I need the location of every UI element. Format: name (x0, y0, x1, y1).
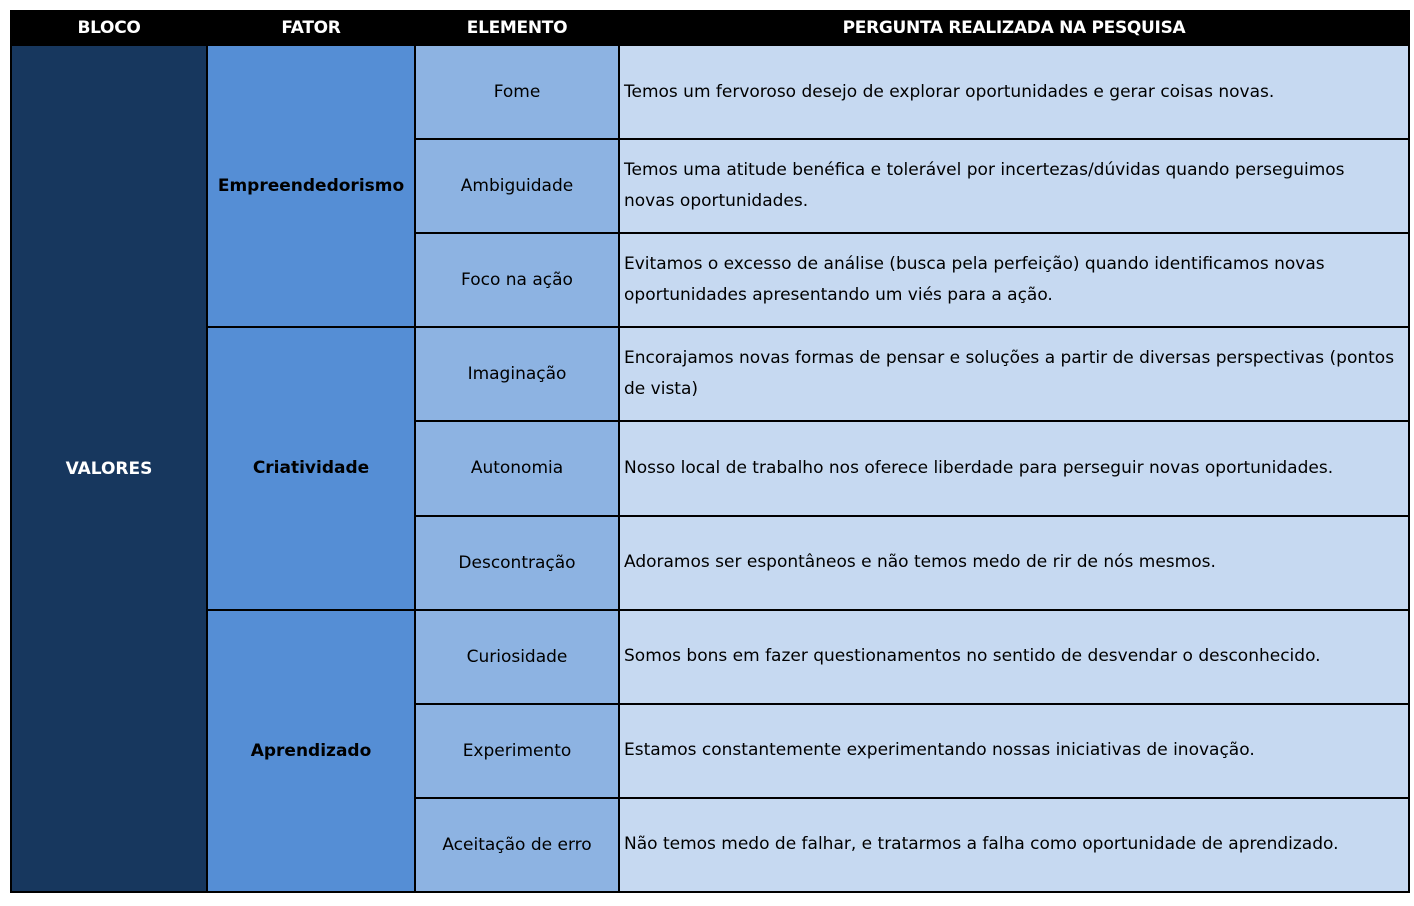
elemento-cell: Ambiguidade (415, 139, 619, 233)
bloco-cell: VALORES (11, 45, 207, 892)
pergunta-text: Encorajamos novas formas de pensar e soluções a partir de diversas perspectivas (pontos de vista) (624, 348, 1395, 400)
pergunta-cell (619, 516, 1409, 610)
table-row (11, 45, 1409, 139)
pergunta-cell (619, 139, 1409, 233)
header-row (11, 11, 1409, 45)
elemento-cell: Autonomia (415, 421, 619, 515)
fator-cell-empreendedorismo: Empreendedorismo (207, 45, 415, 327)
pergunta-text: Somos bons em fazer questionamentos no sentido de desvendar o desconhecido. (624, 646, 1321, 667)
header-bloco: BLOCO (11, 11, 207, 45)
table-row (11, 327, 1409, 421)
pergunta-cell (619, 233, 1409, 327)
pergunta-cell (619, 327, 1409, 421)
pergunta-text: Adoramos ser espontâneos e não temos medo de rir de nós mesmos. (624, 552, 1216, 573)
pergunta-text: Evitamos o excesso de análise (busca pela perfeição) quando identificamos novas oportunidades apresentando um viés para a ação. (624, 254, 1325, 306)
pergunta-cell (619, 704, 1409, 798)
pergunta-text: Temos um fervoroso desejo de explorar oportunidades e gerar coisas novas. (624, 81, 1275, 102)
table-row (11, 610, 1409, 704)
pergunta-text: Temos uma atitude benéfica e tolerável por incertezas/dúvidas quando perseguimos novas oportunidades. (624, 160, 1345, 212)
elemento-cell: Foco na ação (415, 233, 619, 327)
pergunta-cell (619, 798, 1409, 892)
pergunta-text: Estamos constantemente experimentando nossas iniciativas de inovação. (624, 740, 1255, 761)
survey-table (10, 10, 1410, 893)
pergunta-cell (619, 421, 1409, 515)
elemento-cell: Descontração (415, 516, 619, 610)
pergunta-text: Não temos medo de falhar, e tratarmos a falha como oportunidade de aprendizado. (624, 834, 1339, 855)
fator-cell-criatividade: Criatividade (207, 327, 415, 609)
pergunta-text: Nosso local de trabalho nos oferece liberdade para perseguir novas oportunidades. (624, 457, 1334, 478)
elemento-cell: Curiosidade (415, 610, 619, 704)
fator-cell-aprendizado: Aprendizado (207, 610, 415, 892)
header-fator: FATOR (207, 11, 415, 45)
header-elemento: ELEMENTO (415, 11, 619, 45)
pergunta-cell (619, 45, 1409, 139)
pergunta-cell (619, 610, 1409, 704)
elemento-cell: Fome (415, 45, 619, 139)
elemento-cell: Experimento (415, 704, 619, 798)
header-pergunta: PERGUNTA REALIZADA NA PESQUISA (619, 11, 1409, 45)
elemento-cell: Aceitação de erro (415, 798, 619, 892)
elemento-cell: Imaginação (415, 327, 619, 421)
